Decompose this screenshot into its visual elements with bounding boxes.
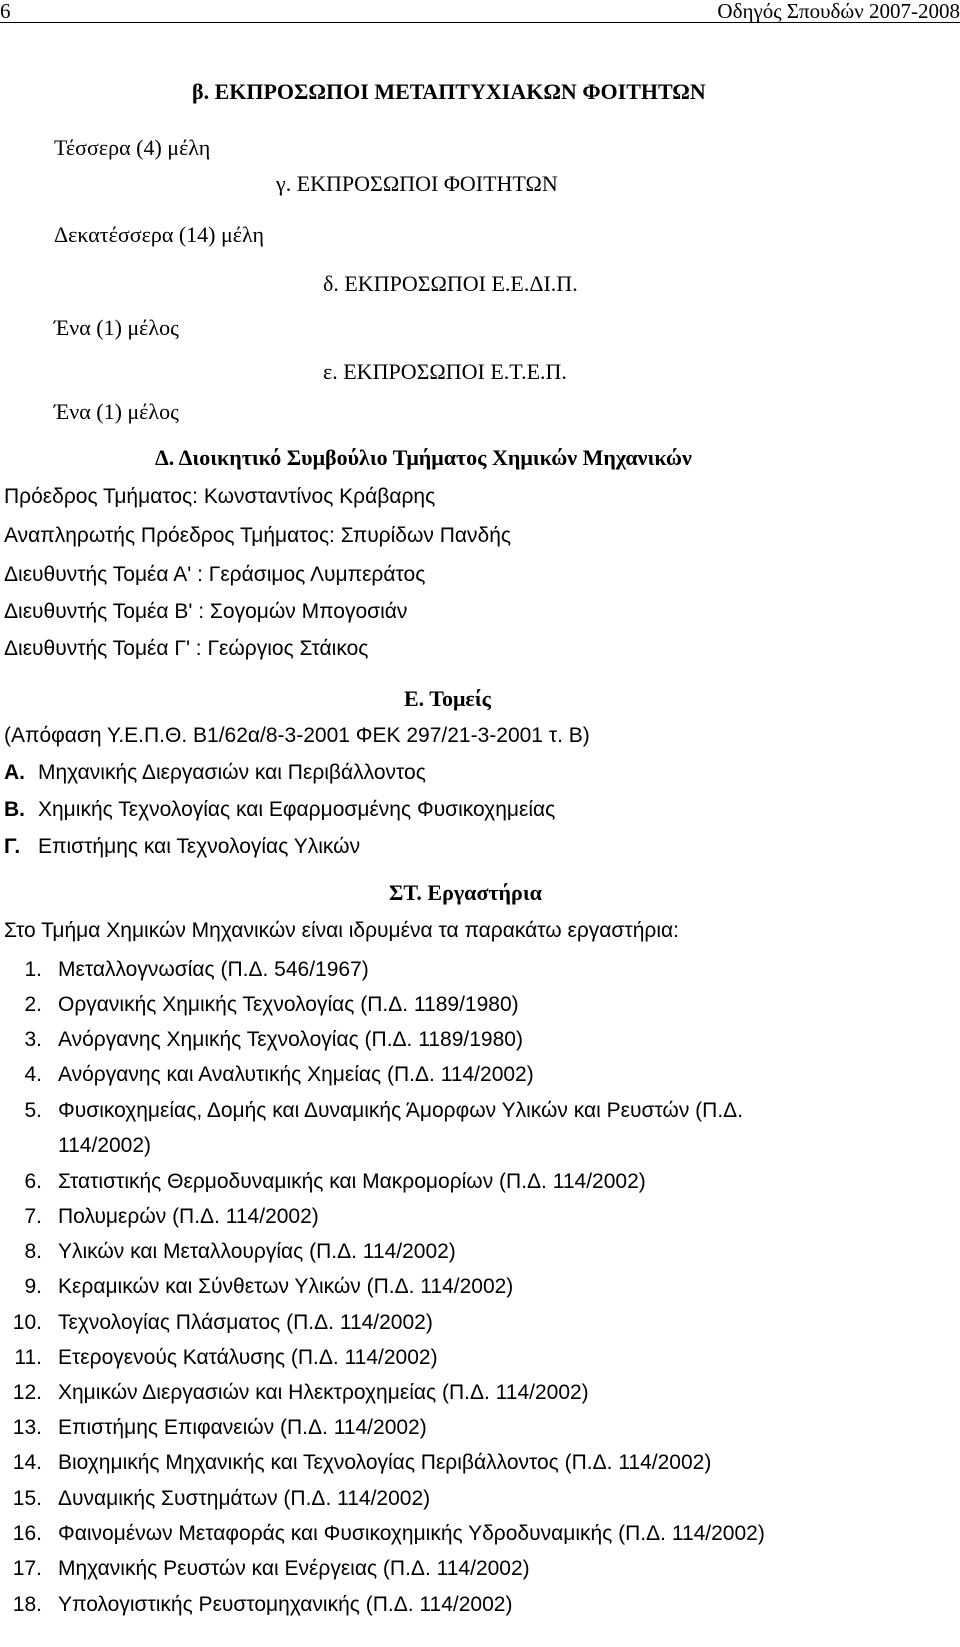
lab-number: 4. — [24, 1063, 42, 1086]
lab-number: 1. — [24, 958, 42, 981]
lab-name: Επιστήμης Επιφανειών (Π.Δ. 114/2002) — [58, 1416, 427, 1439]
etep-reps-count: Ένα (1) μέλος — [54, 399, 179, 424]
edip-reps-heading: δ. ΕΚΠΡΟΣΩΠΟΙ Ε.Ε.ΔΙ.Π. — [323, 271, 578, 296]
sector-name: Χημικής Τεχνολογίας και Εφαρμοσμένης Φυσικοχημείας — [38, 798, 556, 821]
sector-letter: Γ. — [4, 835, 21, 858]
board-member: Αναπληρωτής Πρόεδρος Τμήματος: Σπυρίδων Πανδής — [4, 524, 512, 547]
lab-number: 17. — [12, 1557, 42, 1580]
lab-name: Ανόργανης και Αναλυτικής Χημείας (Π.Δ. 114/2002) — [58, 1063, 534, 1086]
postgrad-reps-heading: β. ΕΚΠΡΟΣΩΠΟΙ ΜΕΤΑΠΤΥΧΙΑΚΩΝ ΦΟΙΤΗΤΩΝ — [192, 79, 706, 104]
sector-name: Επιστήμης και Τεχνολογίας Υλικών — [38, 835, 361, 858]
page-number: 6 — [0, 0, 11, 23]
board-heading: Δ. Διοικητικό Συμβούλιο Τμήματος Χημικών Μηχανικών — [155, 445, 692, 470]
edip-reps-count: Ένα (1) μέλος — [54, 315, 179, 340]
lab-name: Δυναμικής Συστημάτων (Π.Δ. 114/2002) — [58, 1487, 431, 1510]
postgrad-reps-count: Τέσσερα (4) μέλη — [54, 135, 211, 160]
running-title: Οδηγός Σπουδών 2007-2008 — [717, 0, 960, 23]
board-member: Διευθυντής Τομέα Γ' : Γεώργιος Στάικος — [4, 637, 369, 660]
lab-number: 15. — [12, 1487, 42, 1510]
board-member: Διευθυντής Τομέα Α' : Γεράσιμος Λυμπεράτος — [4, 563, 426, 586]
lab-name: Στατιστικής Θερμοδυναμικής και Μακρομορίων (Π.Δ. 114/2002) — [58, 1170, 646, 1193]
lab-name: Φυσικοχημείας, Δομής και Δυναμικής Άμορφων Υλικών και Ρευστών (Π.Δ. — [58, 1099, 744, 1122]
labs-heading: ΣΤ. Εργαστήρια — [389, 880, 542, 905]
sector-name: Μηχανικής Διεργασιών και Περιβάλλοντος — [38, 761, 426, 784]
page-header — [0, 0, 960, 23]
lab-number: 9. — [24, 1275, 42, 1298]
lab-name: Πολυμερών (Π.Δ. 114/2002) — [58, 1205, 319, 1228]
lab-number: 6. — [24, 1170, 42, 1193]
lab-name: Ανόργανης Χημικής Τεχνολογίας (Π.Δ. 1189/1980) — [58, 1028, 523, 1051]
lab-name: Υπολογιστικής Ρευστομηχανικής (Π.Δ. 114/2002) — [58, 1593, 513, 1616]
lab-number: 2. — [24, 993, 42, 1016]
lab-number: 14. — [12, 1451, 42, 1474]
sector-letter: Α. — [4, 761, 25, 784]
lab-name: Χημικών Διεργασιών και Ηλεκτροχημείας (Π.Δ. 114/2002) — [58, 1381, 589, 1404]
lab-name-continuation: 114/2002) — [58, 1134, 152, 1157]
lab-number: 7. — [24, 1205, 42, 1228]
lab-number: 12. — [12, 1381, 42, 1404]
lab-number: 16. — [12, 1522, 42, 1545]
lab-name: Ετερογενούς Κατάλυσης (Π.Δ. 114/2002) — [58, 1346, 438, 1369]
lab-name: Φαινομένων Μεταφοράς και Φυσικοχημικής Υδροδυναμικής (Π.Δ. 114/2002) — [58, 1522, 765, 1545]
lab-number: 5. — [24, 1099, 42, 1122]
lab-number: 3. — [24, 1028, 42, 1051]
lab-name: Μεταλλογνωσίας (Π.Δ. 546/1967) — [58, 958, 369, 981]
lab-number: 13. — [12, 1416, 42, 1439]
lab-number: 10. — [12, 1311, 42, 1334]
lab-name: Κεραμικών και Σύνθετων Υλικών (Π.Δ. 114/2002) — [58, 1275, 514, 1298]
lab-number: 18. — [12, 1593, 42, 1616]
student-reps-heading: γ. ΕΚΠΡΟΣΩΠΟΙ ΦΟΙΤΗΤΩΝ — [276, 171, 558, 196]
board-member: Πρόεδρος Τμήματος: Κωνσταντίνος Κράβαρης — [4, 485, 436, 508]
board-member: Διευθυντής Τομέα Β' : Σογομών Μπογοσιάν — [4, 600, 408, 623]
lab-name: Βιοχημικής Μηχανικής και Τεχνολογίας Περιβάλλοντος (Π.Δ. 114/2002) — [58, 1451, 712, 1474]
sectors-decision: (Απόφαση Υ.Ε.Π.Θ. Β1/62α/8-3-2001 ΦΕΚ 297/21-3-2001 τ. Β) — [4, 724, 590, 747]
lab-number: 8. — [24, 1240, 42, 1263]
lab-name: Τεχνολογίας Πλάσματος (Π.Δ. 114/2002) — [58, 1311, 433, 1334]
sector-letter: Β. — [4, 798, 25, 821]
labs-intro: Στο Τμήμα Χημικών Μηχανικών είναι ιδρυμένα τα παρακάτω εργαστήρια: — [4, 919, 679, 942]
student-reps-count: Δεκατέσσερα (14) μέλη — [54, 222, 265, 247]
lab-number: 11. — [14, 1346, 42, 1369]
lab-name: Μηχανικής Ρευστών και Ενέργειας (Π.Δ. 114/2002) — [58, 1557, 530, 1580]
etep-reps-heading: ε. ΕΚΠΡΟΣΩΠΟΙ Ε.Τ.Ε.Π. — [323, 359, 567, 384]
lab-name: Οργανικής Χημικής Τεχνολογίας (Π.Δ. 1189/1980) — [58, 993, 519, 1016]
lab-name: Υλικών και Μεταλλουργίας (Π.Δ. 114/2002) — [58, 1240, 456, 1263]
sectors-heading: Ε. Τομείς — [404, 686, 491, 711]
